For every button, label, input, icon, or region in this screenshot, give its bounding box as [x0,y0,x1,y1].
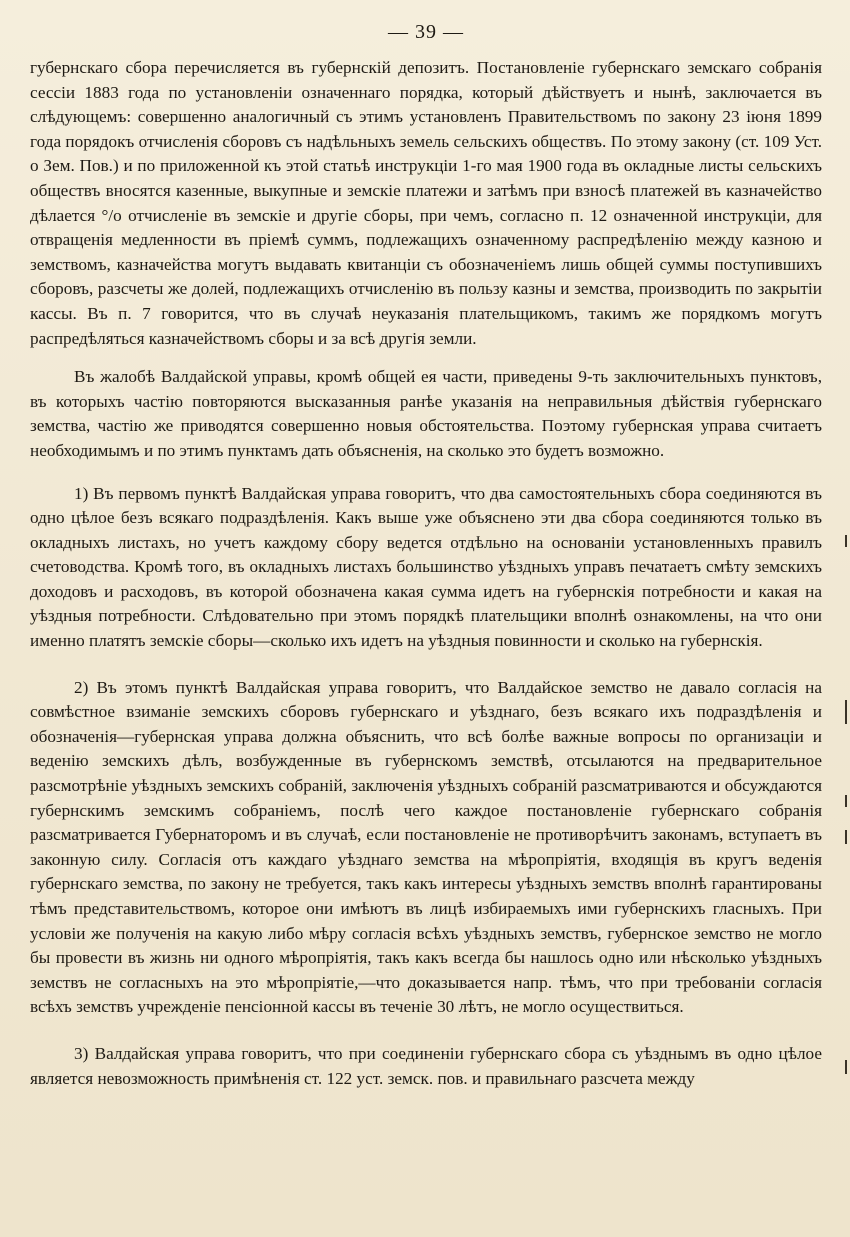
margin-mark [845,535,847,547]
margin-mark [845,700,847,724]
page-number: — 39 — [388,21,464,43]
margin-mark [845,1060,847,1074]
paragraph-5: 3) Валдайская управа говоритъ, что при соединеніи губернскаго сбора съ уѣзднымъ въ одно цѣлое является невозможность примѣненія ст. 122 уст. земск. пов. и правильнаго разсчета между [30,1043,822,1088]
margin-mark [845,795,847,807]
paragraph-2: Въ жалобѣ Валдайской управы, кромѣ общей ея части, приведены 9-ть заключительныхъ пунктовъ, въ которыхъ частію повторяются высказанныя ранѣе указанія на неправильныя дѣйствія губернскаго земства, частію же приводятся совершенно новыя обстоятельства. Поэтому губернская управа считаетъ необходимымъ и по этимъ пунктамъ дать объясненія, на сколько это будетъ возможно. [30,367,822,460]
margin-mark [845,830,847,844]
paragraph-1: губернскаго сбора перечисляется въ губернскій депозитъ. Постановленіе губернскаго земскаго собранія сессіи 1883 года по установленіи означеннаго порядка, который дѣйствуетъ и нынѣ, заключается въ слѣдующемъ: совершенно аналогичный съ этимъ установленъ Правительствомъ по закону 23 іюня 1899 года порядокъ отчисленія сборовъ съ надѣльныхъ земель сельскихъ обществъ. По этому закону (ст. 109 Уст. о Зем. Пов.) и по приложенной къ этой статьѣ инструкціи 1-го мая 1900 года въ окладные листы сельскихъ обществъ вносятся казенные, выкупные и земскіе платежи и затѣмъ при взносѣ платежей въ казначейство дѣлается °/o отчисленіе въ земскіе и другіе сборы, при чемъ, согласно п. 12 означенной инструкціи, для отвращенія медленности въ пріемѣ суммъ, подлежащихъ означенному распредѣленію между казною и земствомъ, казначейства могутъ выдавать квитанціи съ обозначеніемъ лишь общей суммы поступившихъ сборовъ, разсчеты же долей, подлежащихъ отчисленію въ пользу казны и земства, производить по закрытіи кассы. Въ п. 7 говорится, что въ случаѣ неуказанія плательщикомъ, такимъ же порядкомъ могутъ распредѣляться казначействомъ сборы и за всѣ другія земли. [30,58,822,348]
paragraph-4: 2) Въ этомъ пунктѣ Валдайская управа говоритъ, что Валдайское земство не давало согласія на совмѣстное взиманіе земскихъ сборовъ губернскаго и уѣзднаго, безъ всякаго ихъ подраздѣленія и обозначенія—губернская управа должна объяснить, что всѣ болѣе важные вопросы по организаціи и веденію земскихъ дѣлъ, возбужденные въ губернскомъ земствѣ, отсылаются на предварительное разсмотрѣніе уѣздныхъ земскихъ собраній, заключенія уѣздныхъ собраній разсматриваются и обсуждаются губернскимъ земскимъ собраніемъ, послѣ чего каждое постановленіе губернскаго собранія разсматривается Губернаторомъ и въ случаѣ, если постановленіе не противорѣчитъ законамъ, вступаетъ въ законную силу. Согласія отъ каждаго уѣзднаго земства на мѣропріятія, входящія въ кругъ веденія губернскаго земства, по закону не требуется, такъ какъ интересы уѣздныхъ земствъ вполнѣ гарантированы тѣмъ представительствомъ, которое они имѣютъ въ лицѣ избираемыхъ ими губернскихъ гласныхъ. При условіи же полученія на какую либо мѣру согласія всѣхъ уѣздныхъ земствъ, губернское земство не могло бы провести въ жизнь ни одного мѣропріятія, такъ какъ всегда бы нашлось одно или нѣсколько уѣздныхъ земствъ не согласныхъ на это мѣропріятіе,—что доказывается напр. тѣмъ, что при требованіи согласія всѣхъ земствъ учрежденіе пенсіонной кассы въ теченіе 30 лѣтъ, не могло осуществиться. [30,677,822,1017]
paragraph-3: 1) Въ первомъ пунктѣ Валдайская управа говоритъ, что два самостоятельныхъ сбора соединяются въ одно цѣлое безъ всякаго подраздѣленія. Какъ выше уже объяснено эти два сбора соединяются только въ окладныхъ листахъ, но учетъ каждому сбору ведется отдѣльно на основаніи установленныхъ правилъ счетоводства. Кромѣ того, въ окладныхъ листахъ большинство уѣздныхъ управъ печатаетъ смѣту земскихъ доходовъ и расходовъ, въ которой обозначена какая сумма идетъ на губернскія потребности и какая на уѣздныя потребности. Слѣдовательно при этомъ порядкѣ плательщики вполнѣ ознакомлены, на что они именно платятъ земскіе сборы—сколько ихъ идетъ на уѣздныя повинности и сколько на губернскія. [30,483,822,651]
